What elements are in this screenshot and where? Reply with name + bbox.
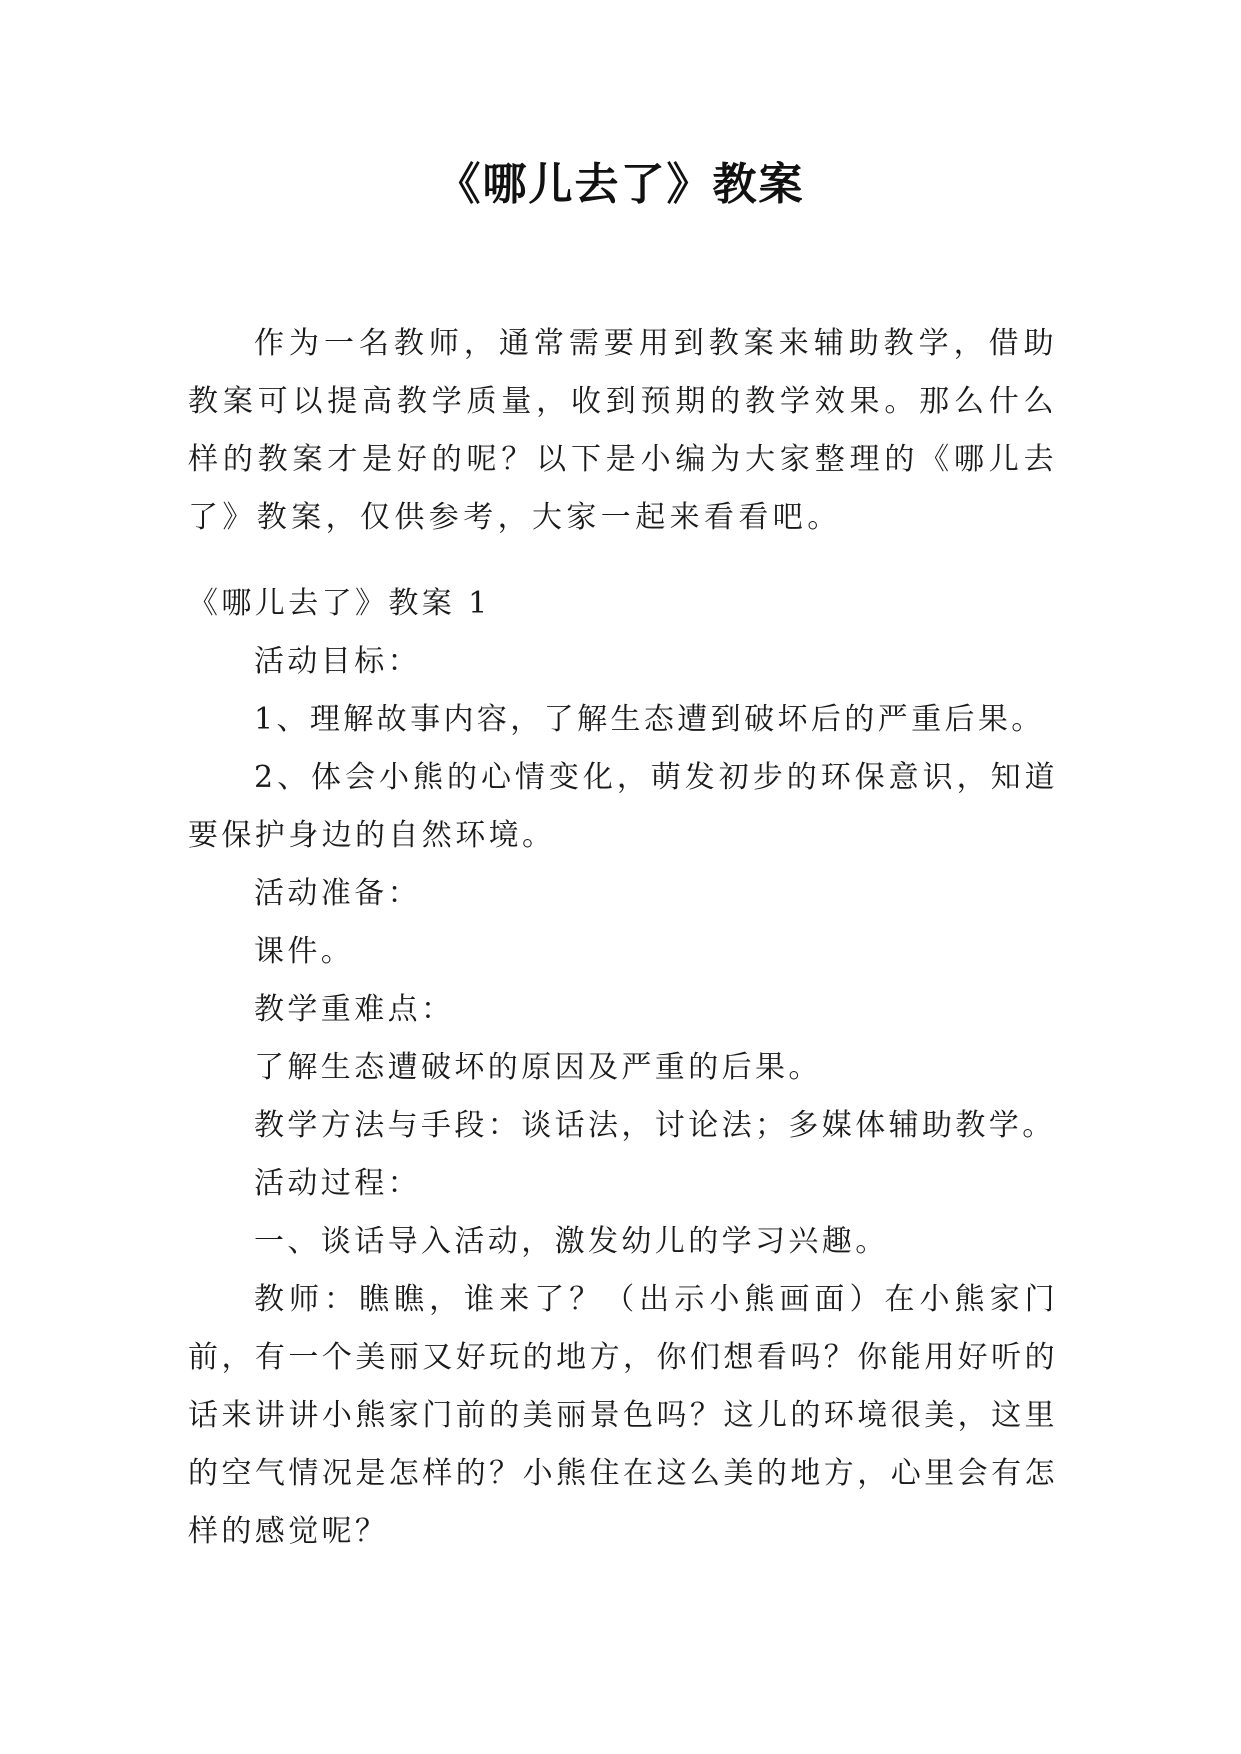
body-paragraph: 教学重难点： (254, 992, 455, 1027)
body-paragraph: 1、理解故事内容，了解生态遭到破坏后的严重后果。 (254, 702, 1045, 737)
body-paragraph: 活动准备： (254, 876, 421, 911)
body-paragraph: 活动目标： (254, 644, 421, 679)
body-paragraph: 2、体会小熊的心情变化，萌发初步的环保意识，知道要保护身边的自然环境。 (188, 760, 1058, 853)
body-paragraph: 教师：瞧瞧，谁来了？（出示小熊画面）在小熊家门前，有一个美丽又好玩的地方，你们想看吗？你能用好听的话来讲讲小熊家门前的美丽景色吗？这儿的环境很美，这里的空气情况是怎样的？小熊住在这么美的地方，心里会有怎样的感觉呢？ (188, 1282, 1058, 1549)
document-body (188, 575, 1058, 1561)
intro-paragraph: 作为一名教师，通常需要用到教案来辅助教学，借助教案可以提高教学质量，收到预期的教学效果。那么什么样的教案才是好的呢？以下是小编为大家整理的《哪儿去了》教案，仅供参考，大家一起来看看吧。 (188, 326, 1058, 535)
body-paragraph: 活动过程： (254, 1166, 421, 1201)
document-title: 《哪儿去了》教案 (436, 159, 805, 210)
body-paragraph: 课件。 (254, 934, 355, 969)
body-paragraph: 教学方法与手段：谈话法，讨论法；多媒体辅助教学。 (254, 1108, 1056, 1143)
body-paragraph: 一、谈话导入活动，激发幼儿的学习兴趣。 (254, 1224, 889, 1259)
section-heading: 《哪儿去了》教案 1 (188, 586, 491, 621)
body-paragraph: 了解生态遭破坏的原因及严重的后果。 (254, 1050, 822, 1085)
